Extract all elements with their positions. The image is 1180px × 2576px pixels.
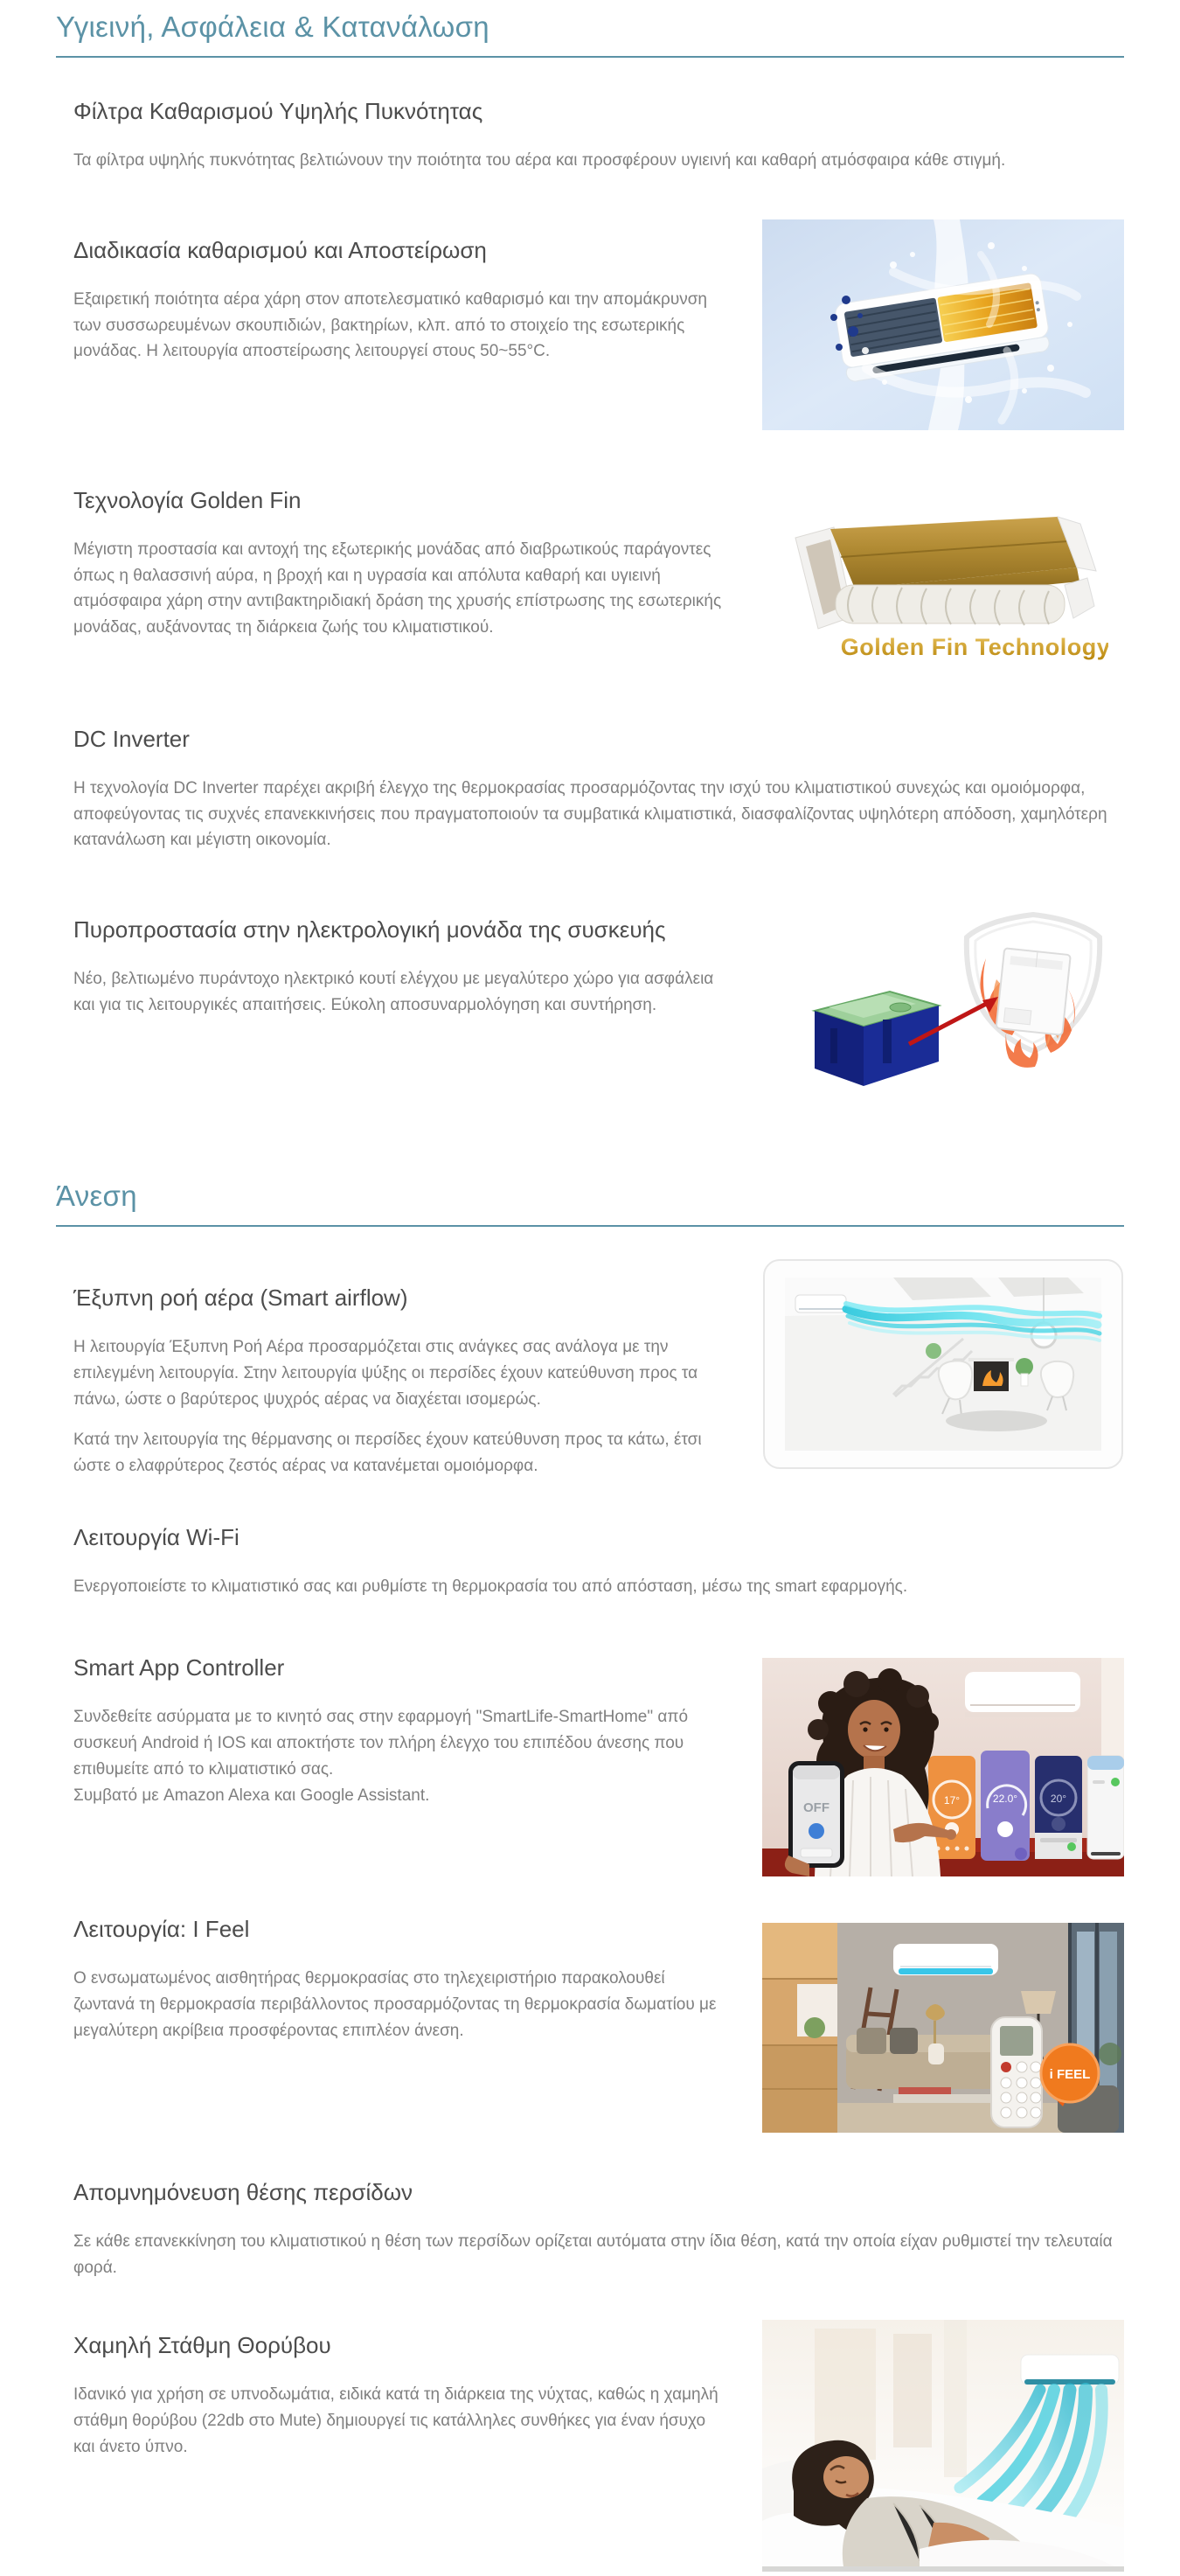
golden-fin-illustration (780, 501, 1108, 665)
feature-smart-airflow-body1: Η λειτουργία Έξυπνη Ροή Αέρα προσαρμόζεται στις ανάγκες σας ανάλογα με την επιλεγμένη λειτουργία. Στην λειτουργία ψύξης οι περσίδες έχουν κατεύθυνση προς τα πάνω, ώστε ο βαρύτερος ψυχρός αέρας να διαχέεται ισομερώς. (73, 1338, 698, 1409)
feature-smart-app (56, 1654, 1124, 1881)
feature-smart-airflow-heading: Έξυπνη ροή αέρα (Smart airflow) (73, 1285, 408, 1312)
feature-filters-heading: Φίλτρα Καθαρισμού Υψηλής Πυκνότητας (73, 98, 483, 124)
feature-fire-protection-text (73, 916, 722, 1019)
smart-airflow-illustration (762, 1255, 1124, 1473)
feature-smart-airflow-body2: Κατά την λειτουργία της θέρμανσης οι περσίδες έχουν κατεύθυνση προς τα κάτω, έτσι ώστε ο ελαφρύτερος ζεστός αέρας να κατανέμεται ομοιόμορφα. (73, 1430, 702, 1475)
feature-smart-app-text (73, 1654, 722, 1808)
section-divider-comfort (56, 1225, 1124, 1227)
feature-ifeel-heading: Λειτουργία: I Feel (73, 1916, 250, 1943)
feature-smart-app-heading: Smart App Controller (73, 1654, 285, 1681)
feature-golden-fin-text (73, 487, 746, 641)
feature-wifi (56, 1524, 1124, 1600)
feature-smart-airflow-text (73, 1285, 722, 1479)
feature-cleaning-body: Εξαιρετική ποιότητα αέρα χάρη στον αποτελεσματικό καθαρισμό και την απομάκρυνση των συσσωρευμένων σκουπιδιών, βακτηρίων, κλπ. από το στοιχείο της εσωτερικής μονάδας. Η λειτουργία αποστείρωσης λειτουργεί στους 50~55°C. (73, 289, 707, 361)
feature-wifi-heading: Λειτουργία Wi-Fi (73, 1524, 239, 1551)
feature-golden-fin-body: Μέγιστη προστασία και αντοχή της εξωτερικής μονάδας από διαβρωτικούς παράγοντες όπως η θαλασσινή αύρα, η βροχή και η υγρασία και απόλυτα καθαρή και υγιεινή ατμόσφαιρα χάρη στην αντιβακτηριδιακή δράση της χρυσής επίστρωσης της εσωτερικής μονάδας, αυξάνοντας τη διάρκεια ζωής του κλιματιστικού. (73, 540, 722, 637)
app-screen-temp-2: 22.0° (992, 1793, 1018, 1806)
fire-protection-image (778, 906, 1124, 1096)
smart-app-image (762, 1658, 1124, 1881)
ac-wash-image (762, 219, 1124, 435)
feature-fire-protection (56, 916, 1124, 1096)
ac-unit (965, 1672, 1080, 1712)
phone-screen-off-label: OFF (803, 1800, 829, 1816)
feature-dc-inverter-heading: DC Inverter (73, 725, 190, 752)
feature-smart-app-body1: Συνδεθείτε ασύρματα με το κινητό σας στην εφαρμογή "SmartLife-SmartHome" από συσκευή Android ή IOS και αποκτήστε τον πλήρη έλεγχο του επιπέδου άνεσης που επιθυμείτε από το κλιματιστικό σας. (73, 1708, 689, 1779)
feature-ifeel (56, 1916, 1124, 2137)
feature-louver-memory-body: Σε κάθε επανεκκίνηση του κλιματιστικού η θέση των περσίδων ορίζεται αυτόματα στην ίδια θέση, κατά την οποία είχαν ρυθμιστεί την τελευταία φορά. (73, 2232, 1113, 2278)
feature-golden-fin (56, 487, 1124, 670)
app-screen-purple (981, 1751, 1030, 1861)
feature-ifeel-body: Ο ενσωματωμένος αισθητήρας θερμοκρασίας στο τηλεχειριστήριο παρακολουθεί ζωντανά τη θερμοκρασία περιβάλλοντος προσαρμόζοντας τη θερμοκρασία δωματίου με μεγαλύτερη ακρίβεια προσφέροντας επιπλέον άνεση. (73, 1969, 717, 2040)
feature-fire-protection-heading: Πυροπροστασία στην ηλεκτρολογική μονάδα της συσκευής (73, 916, 666, 943)
smart-app-illustration (762, 1658, 1124, 1876)
feature-low-noise (56, 2332, 1124, 2576)
feature-louver-memory-heading: Απομνημόνευση θέσης περσίδων (73, 2179, 413, 2206)
feature-low-noise-text (73, 2332, 722, 2460)
feature-fire-protection-body: Νέο, βελτιωμένο πυράντοχο ηλεκτρικό κουτί ελέγχου με μεγαλύτερο χώρο για ασφάλεια και για τις λειτουργικές απαιτήσεις. Εύκολη αποσυναρμολόγηση και συντήρηση. (73, 970, 714, 1015)
feature-cleaning-text (73, 237, 722, 365)
feature-dc-inverter (56, 726, 1124, 853)
sleep-illustration (762, 2320, 1124, 2572)
feature-ifeel-text (73, 1916, 722, 2043)
ifeel-image (762, 1923, 1124, 2137)
ifeel-badge-label: i FEEL (1049, 2067, 1091, 2083)
app-screen-white (1087, 1756, 1124, 1859)
app-screen-temp-3: 20° (1050, 1793, 1067, 1806)
fire-protection-illustration (778, 906, 1124, 1091)
feature-filters-body: Τα φίλτρα υψηλής πυκνότητας βελτιώνουν την ποιότητα του αέρα και προσφέρουν υγιεινή και καθαρή ατμόσφαιρα κάθε στιγμή. (73, 151, 1006, 170)
section-hygiene (56, 10, 1124, 1096)
feature-golden-fin-heading: Τεχνολογία Golden Fin (73, 486, 302, 513)
golden-fin-caption: Golden Fin Technology (840, 633, 1108, 660)
section-comfort (56, 1180, 1124, 2576)
feature-wifi-body: Ενεργοποιείστε το κλιματιστικό σας και ρυθμίστε τη θερμοκρασία του από απόσταση, μέσω της smart εφαρμογής. (73, 1577, 908, 1597)
section-title-hygiene: Υγιεινή, Ασφάλεια & Κατανάλωση (56, 10, 489, 43)
app-screen-temp-1: 17° (943, 1794, 961, 1807)
sleep-image (762, 2320, 1124, 2576)
feature-cleaning-heading: Διαδικασία καθαρισμού και Αποστείρωση (73, 236, 487, 263)
feature-dc-inverter-body: Η τεχνολογία DC Inverter παρέχει ακριβή έλεγχο της θερμοκρασίας προσαρμόζοντας την ισχύ του κλιματιστικού συνεχώς και ομοιόμορφα, αποφεύγοντας τις συχνές επανεκκινήσεις που πραγματοποιούν τα συμβατικά κλιματιστικά, διασφαλίζοντας υψηλότερη απόδοση, χαμηλότερη κατανάλωση και μέγιστη οικονομία. (73, 778, 1107, 850)
feature-filters (56, 98, 1124, 174)
feature-louver-memory (56, 2179, 1124, 2281)
feature-low-noise-body: Ιδανικό για χρήση σε υπνοδωμάτια, ειδικά κατά τη διάρκεια της νύχτας, καθώς η χαμηλή στάθμη θορύβου (22db στο Mute) δημιουργεί τις κατάλληλες συνθήκες για έναν ήσυχο και άνετο ύπνο. (73, 2385, 718, 2456)
remote-control (991, 2017, 1042, 2127)
ac-wash-illustration (762, 219, 1124, 430)
section-title-comfort: Άνεση (56, 1180, 137, 1213)
golden-fin-image (780, 501, 1108, 670)
app-screen-navy (1035, 1756, 1082, 1859)
feature-smart-airflow (56, 1285, 1124, 1479)
section-divider-hygiene (56, 56, 1124, 58)
ifeel-room-illustration (762, 1923, 1124, 2133)
phone-in-hand (785, 1761, 844, 1876)
feature-cleaning (56, 237, 1124, 435)
feature-low-noise-heading: Χαμηλή Στάθμη Θορύβου (73, 2331, 331, 2358)
smart-airflow-image (762, 1255, 1124, 1478)
feature-smart-app-body2: Συμβατό με Amazon Alexa και Google Assistant. (73, 1786, 430, 1805)
